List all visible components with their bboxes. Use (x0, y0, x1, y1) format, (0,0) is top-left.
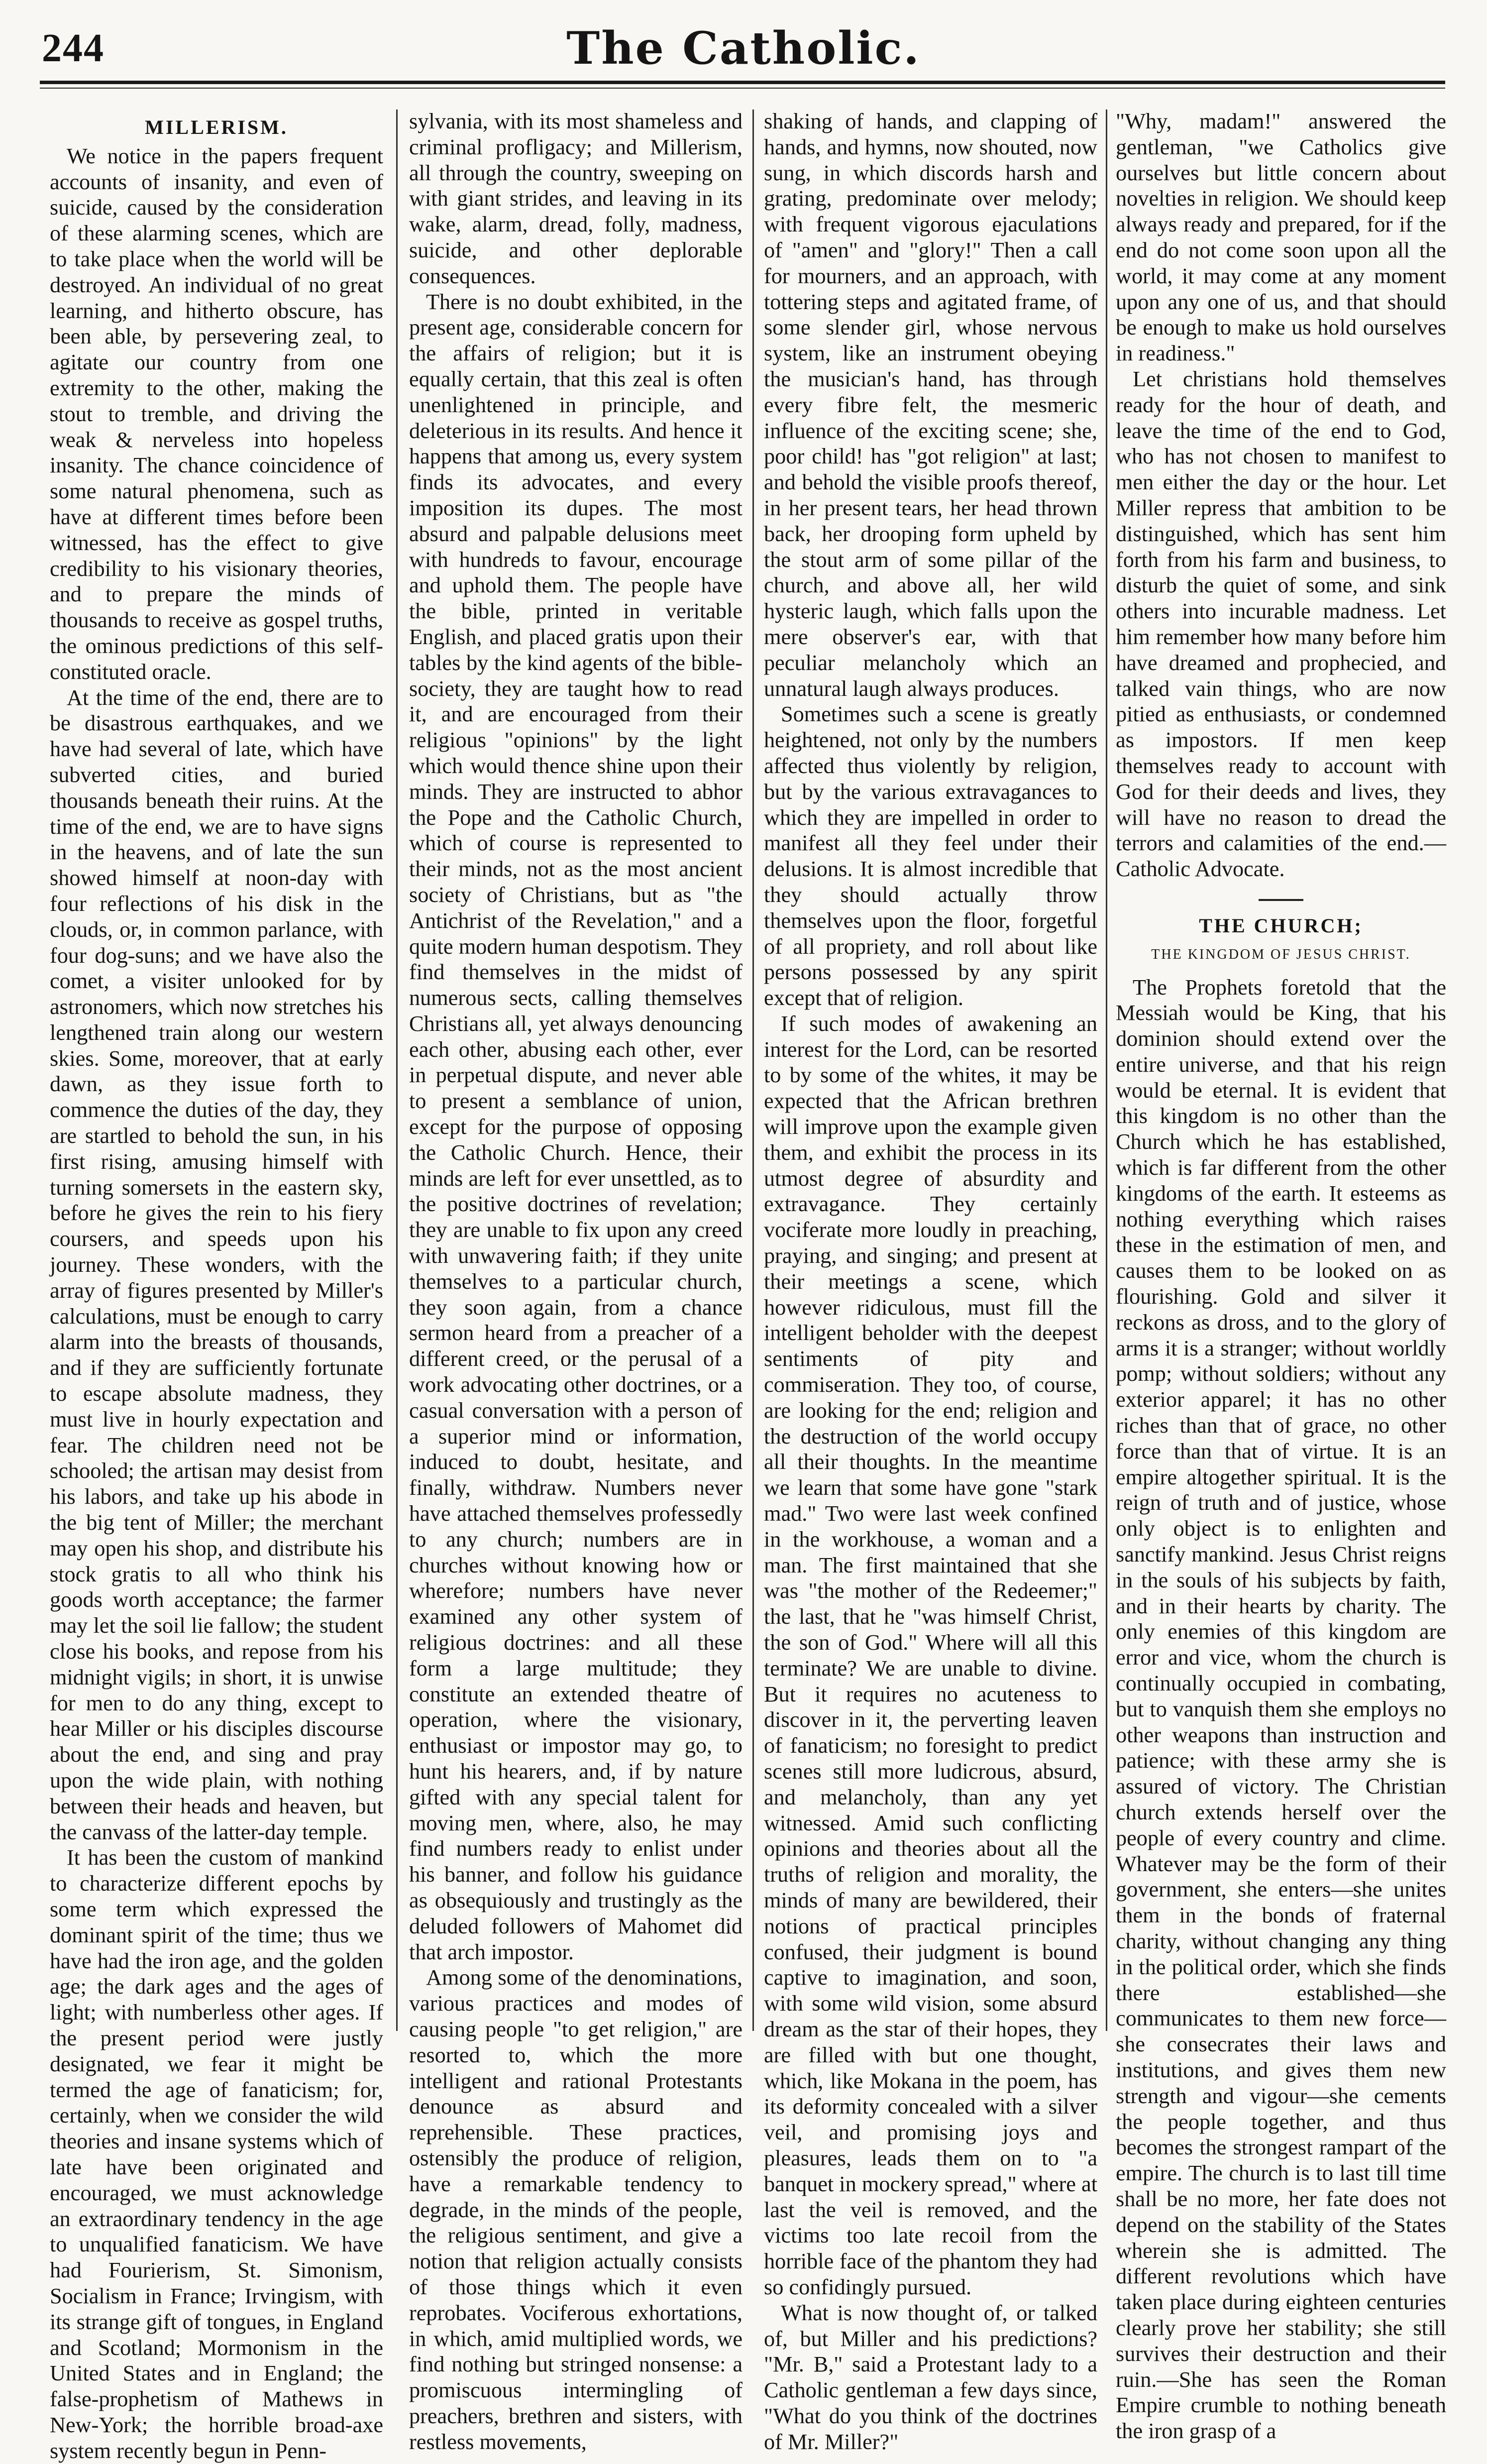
article-paragraph: If such modes of awakening an interest for the Lord, can be resorted to by some of the whites, it may be expected that the African brethren will improve upon the example given them, and exhibit the process in its utmost degree of absurdity and extravagance. They certainly vociferate more loudly in preaching, praying, and singing; and present at their meetings a scene, which however ridiculous, must fill the intelligent beholder with the deepest sentiments of pity and commiseration. They too, of course, are looking for the end; religion and the destruction of the world occupy all their thoughts. In the meantime we learn that some have gone "stark mad." Two were last week confined in the workhouse, a woman and a man. The first maintained that she was "the mother of the Redeemer;" the last, that he "was himself Christ, the son of God." Where will all this terminate? We are unable to divine. But it requires no acuteness to discover in it, the perverting leaven of fanaticism; no foresight to predict scenes still more ludicrous, absurd, and melancholy, than any yet witnessed. Amid such conflicting opinions and theories about all the truths of religion and morality, the minds of many are bewildered, their notions of practical principles confused, their judgment is bound captive to imagination, and soon, with some wild vision, some absurd dream as the star of their hopes, they are filled with but one thought, which, like Mokana in the poem, has its deformity concealed with a silver veil, and promising joys and pleasures, leads them on to "a banquet in mockery spread," where at last the veil is removed, and the victims too late recoil from the horrible face of the phantom they had so confidingly pursued. (764, 1011, 1097, 2299)
article-paragraph: There is no doubt exhibited, in the present age, considerable concern for the affairs of religion; but it is equally certain, that this zeal is often unenlightened in principle, and deleterious in its results. And hence it happens that among us, every system finds its advocates, and every imposition its dupes. The most absurd and palpable delusions meet with hundreds to favour, encourage and uphold them. The people have the bible, printed in veritable English, and placed gratis upon their tables by the kind agents of the bible-society, they are taught how to read it, and are encouraged from their religious "opinions" by the light which would thence shine upon their minds. They are instructed to abhor the Pope and the Catholic Church, which of course is represented to their minds, not as the most ancient society of Christians, but as "the Antichrist of the Revelation," and a quite modern human despotism. They find themselves in the midst of numerous sects, calling themselves Christians all, yet always denouncing each other, abusing each other, ever in perpetual dispute, and never able to present a semblance of union, except for the purpose of opposing the Catholic Church. Hence, their minds are left for ever unsettled, as to the positive doctrines of revelation; they are unable to fix upon any creed with unwavering faith; if they unite themselves to a particular church, they soon again, from a chance sermon heard from a preacher of a different creed, or the perusal of a work advocating other doctrines, or a casual conversation with a person of a superior mind or information, induced to doubt, hesitate, and finally, withdraw. Numbers never have attached themselves professedly to any church; numbers are in churches without knowing how or wherefore; numbers have never examined any other system of religious doctrines: and all these form a large multitude; they constitute an extended theatre of operation, where the visionary, enthusiast or impostor may go, to hunt his hearers, and, if by nature gifted with any special talent for moving men, where, also, he may find numbers ready to enlist under his banner, and follow his guidance as obsequiously and trustingly as the deluded followers of Mahomet did that arch impostor. (409, 289, 743, 1964)
article-headline-millerism: MILLERISM. (145, 116, 288, 138)
article-paragraph: What is now thought of, or talked of, but Miller and his predictions? "Mr. B," said a Protestant lady to a Catholic gentleman a few days since, "What do you think of the doctrines of Mr. Miller?" (764, 2300, 1097, 2454)
section-divider (1259, 899, 1303, 901)
article-paragraph: shaking of hands, and clapping of hands, and hymns, now shouted, now sung, in which discords harsh and grating, predominate over melody; with frequent vigorous ejaculations of "amen" and "glory!" Then a call for mourners, and an approach, with tottering steps and agitated frame, of some slender girl, whose nervous system, like an instrument obeying the musician's hand, has through every fibre felt, the mesmeric influence of the exciting scene; she, poor child! has "got religion" at last; and behold the visible proofs thereof, in her present tears, her head thrown back, her drooping form upheld by the stout arm of some pillar of the church, and above all, her wild hysteric laugh, which falls upon the mere observer's ear, with that peculiar melancholy which an unnatural laugh always produces. (764, 109, 1097, 701)
article-paragraph: Let christians hold themselves ready for the hour of death, and leave the time of the end to God, who has not chosen to manifest to men either the day or the hour. Let Miller repress that ambition to be distinguished, which has sent him forth from his farm and business, to disturb the quiet of some, and sink others into incurable madness. Let him remember how many before him have dreamed and prophecied, and talked vain things, who are now pitied as enthusiasts, or condemned as impostors. If men keep themselves ready to account with God for their deeds and lives, they will have no reason to dread the terrors and calamities of the end.—Catholic Advocate. (1116, 366, 1446, 882)
text-column-3 (764, 109, 1097, 2454)
column-rule (396, 110, 398, 2031)
article-paragraph: It has been the custom of mankind to characterize different epochs by some term which expressed the dominant spirit of the time; thus we have had the iron age, and the golden age; the dark ages and the ages of light; with numberless other ages. If the present period were justly designated, we fear it might be termed the age of fanaticism; for, certainly, when we consider the wild theories and insane systems which of late have been originated and encouraged, we must acknowledge an extraordinary tendency in the age to unqualified fanaticism. We have had Fourierism, St. Simonism, Socialism in France; Irvingism, with its strange gift of tongues, in England and Scotland; Mormonism in the United States and in England; the false-prophetism of Mathews in New-York; the horrible broad-axe system recently begun in Penn- (50, 1845, 383, 2463)
text-column-4 (1116, 109, 1446, 2444)
article-paragraph: At the time of the end, there are to be disastrous earthquakes, and we have had several of late, which have subverted cities, and buried thousands beneath their ruins. At the time of the end, we are to have signs in the heavens, and of late the sun showed himself at noon-day with four reflections of his disk in the clouds, or, in common parlance, with four dog-suns; and we have also the comet, a visiter unlooked for by astronomers, which now stretches his lengthened train along our western skies. Some, moreover, that at early dawn, as they issue forth to commence the duties of the day, they are startled to behold the sun, in his first rising, amusing himself with turning somersets in the eastern sky, before he gives the rein to his fiery coursers, and speeds upon his journey. These wonders, with the array of figures presented by Miller's calculations, must be enough to carry alarm into the breasts of thousands, and if they are sufficiently fortunate to escape absolute madness, they must live in hourly expectation and fear. The children need not be schooled; the artisan may desist from his labors, and take up his abode in the big tent of Miller; the merchant may open his shop, and distribute his stock gratis to all who think his goods worth acceptance; the farmer may let the soil lie fallow; the student close his books, and repose from his midnight vigils; in short, it is unwise for men to do any thing, except to hear Miller or his disciples discourse about the end, and sing and pray upon the wide plain, with nothing between their heads and heaven, but the canvass of the latter-day temple. (50, 685, 383, 1844)
article-paragraph: The Prophets foretold that the Messiah would be King, that his dominion should extend over the entire universe, and that his reign would be eternal. It is evident that this kingdom is no other than the Church which he has established, which is far different from the other kingdoms of the earth. It esteems as nothing everything which raises these in the estimation of men, and causes them to be looked on as flourishing. Gold and silver it reckons as dross, and to the glory of arms it is a stranger; without worldly pomp; without soldiers; without any exterior apparel; it has no other riches than that of grace, no other force than that of virtue. It is an empire altogether spiritual. It is the reign of truth and of justice, whose only object is to enlighten and sanctify mankind. Jesus Christ reigns in the souls of his subjects by faith, and in their hearts by charity. The only enemies of this kingdom are error and vice, whom the church is continually occupied in combating, but to vanquish them she employs no other weapons than instruction and patience; with these army she is assured of victory. The Christian church extends herself over the people of every country and clime. Whatever may be the form of their government, she enters—she unites them in the bonds of fraternal charity, without changing any thing in the political order, which she finds there established—she communicates to them new force—she consecrates their laws and institutions, and gives them new strength and vigour—she cements the people together, and thus becomes the strongest rampart of the empire. The church is to last till time shall be no more, her fate does not depend on the stability of the States wherein she is admitted. The different revolutions which have taken place during eighteen centuries clearly prove her stability; she still survives their destruction and their ruin.—She has seen the Roman Empire crumble to nothing beneath the iron grasp of a (1116, 975, 1446, 2444)
page-number: 244 (42, 26, 105, 70)
column-rule (752, 110, 754, 2031)
text-column-2 (409, 109, 743, 2454)
article-paragraph: sylvania, with its most shameless and criminal profligacy; and Millerism, all through the country, sweeping on with giant strides, and leaving in its wake, alarm, dread, folly, madness, suicide, and other deplorable consequences. (409, 109, 743, 288)
header-rule-thick (40, 81, 1445, 84)
article-paragraph: "Why, madam!" answered the gentleman, "we Catholics give ourselves but little concern about novelties in religion. We should keep always ready and prepared, for if the end do not come soon upon all the world, it may come at any moment upon any one of us, and that should be enough to make us hold ourselves in readiness." (1116, 109, 1446, 366)
article-paragraph: Among some of the denominations, various practices and modes of causing people "to get religion," are resorted to, which the more intelligent and rational Protestants denounce as absurd and reprehensible. These practices, ostensibly the produce of religion, have a remarkable tendency to degrade, in the minds of the people, the religious sentiment, and give a notion that religion actually consists of those things which it even reprobates. Vociferous exhortations, in which, amid multiplied words, we find nothing but stringed nonsense: a promiscuous intermingling of preachers, brethren and sisters, with restless movements, (409, 1965, 743, 2454)
article-paragraph: Sometimes such a scene is greatly heightened, not only by the numbers affected thus violently by religion, but by the various extravagances to which they are impelled in order to manifest all they feel under their delusions. It is almost incredible that they should actually throw themselves upon the floor, forgetful of all propriety, and roll about like persons possessed by any spirit except that of religion. (764, 702, 1097, 1010)
text-column-1 (50, 109, 383, 2463)
article-headline-the-church: THE CHURCH; (1199, 914, 1363, 937)
article-paragraph: We notice in the papers frequent accounts of insanity, and even of suicide, caused by the consideration of these alarming scenes, which are to take place when the world will be destroyed. An individual of no great learning, and hitherto obscure, has been able, by persevering zeal, to agitate our country from one extremity to the other, making the stout to tremble, and driving the weak & nerveless into hopeless insanity. The chance coincidence of some natural phenomena, such as have at different times before been witnessed, has the effect to give credibility to his visionary theories, and to prepare the minds of thousands to receive as gospel truths, the ominous predictions of this self-constituted oracle. (50, 143, 383, 684)
column-rule (1106, 110, 1107, 2031)
masthead-title: The Catholic. (566, 22, 921, 75)
article-subhead: THE KINGDOM OF JESUS CHRIST. (1151, 946, 1411, 962)
header-rule-thin (40, 88, 1445, 89)
